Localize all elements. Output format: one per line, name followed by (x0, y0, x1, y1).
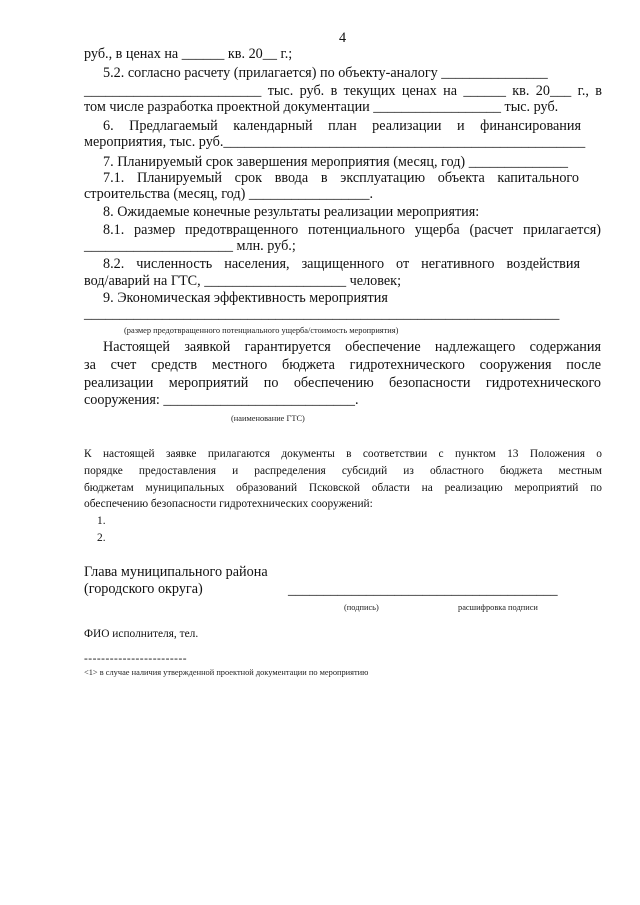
line-18: за счет средств местного бюджета гидротехнического сооружения после (84, 357, 601, 373)
attachment-item-1: 1. (97, 515, 106, 527)
attachments-line-4: обеспечению безопасности гидротехнических сооружений: (84, 498, 373, 510)
signature-head-line-1: Глава муниципального района (84, 564, 268, 580)
footnote-rule: ------------------------ (84, 653, 188, 665)
line-14: вод/аварий на ГТС, ____________________ человек; (84, 273, 402, 289)
line-16: ___________________________________________________________________ (84, 306, 560, 322)
caption-damage-cost: (размер предотвращенного потенциального ущерба/стоимость мероприятия) (124, 326, 399, 335)
line-10: 8. Ожидаемые конечные результаты реализации мероприятия: (103, 204, 480, 220)
executor-line: ФИО исполнителя, тел. (84, 628, 199, 640)
line-17: Настоящей заявкой гарантируется обеспечение надлежащего содержания (103, 339, 601, 355)
line-3: _________________________ тыс. руб. в текущих ценах на ______ кв. 20___ г., в (84, 83, 602, 99)
attachment-item-2: 2. (97, 532, 106, 544)
caption-gts-name: (наименование ГТС) (231, 414, 305, 423)
line-1: руб., в ценах на ______ кв. 20__ г.; (84, 46, 293, 62)
line-2: 5.2. согласно расчету (прилагается) по объекту-аналогу _______________ (103, 65, 548, 81)
signature-line: ______________________________________ (288, 582, 558, 598)
line-8: 7.1. Планируемый срок ввода в эксплуатацию объекта капитального (103, 170, 579, 186)
line-5: 6. Предлагаемый календарный план реализации и финансирования (103, 118, 581, 134)
line-13: 8.2. численность населения, защищенного от негативного воздействия (103, 256, 580, 272)
caption-signature: (подпись) (344, 603, 379, 612)
signature-head-line-2: (городского округа) (84, 581, 203, 597)
line-7: 7. Планируемый срок завершения мероприятия (месяц, год) ______________ (103, 154, 569, 170)
line-11: 8.1. размер предотвращенного потенциального ущерба (расчет прилагается) (103, 222, 601, 238)
line-9: строительства (месяц, год) _________________. (84, 186, 373, 202)
line-6: мероприятия, тыс. руб.___________________________________________________ (84, 134, 586, 150)
line-12: _____________________ млн. руб.; (84, 238, 296, 254)
page-number: 4 (339, 30, 347, 46)
line-20: сооружения: ___________________________. (84, 392, 359, 408)
line-15: 9. Экономическая эффективность мероприятия (103, 290, 388, 306)
caption-signature-decode: расшифровка подписи (458, 603, 538, 612)
attachments-line-2: порядке предоставления и распределения субсидий из областного бюджета местным (84, 465, 602, 477)
attachments-line-1: К настоящей заявке прилагаются документы в соответствии с пунктом 13 Положения о (84, 448, 602, 460)
footnote-text: <1> в случае наличия утвержденной проектной документации по мероприятию (84, 668, 369, 677)
attachments-line-3: бюджетам муниципальных образований Псковской области на реализацию мероприятий по (84, 482, 602, 494)
line-19: реализации мероприятий по обеспечению безопасности гидротехнического (84, 375, 601, 391)
line-4: том числе разработка проектной документации __________________ тыс. руб. (84, 99, 559, 115)
